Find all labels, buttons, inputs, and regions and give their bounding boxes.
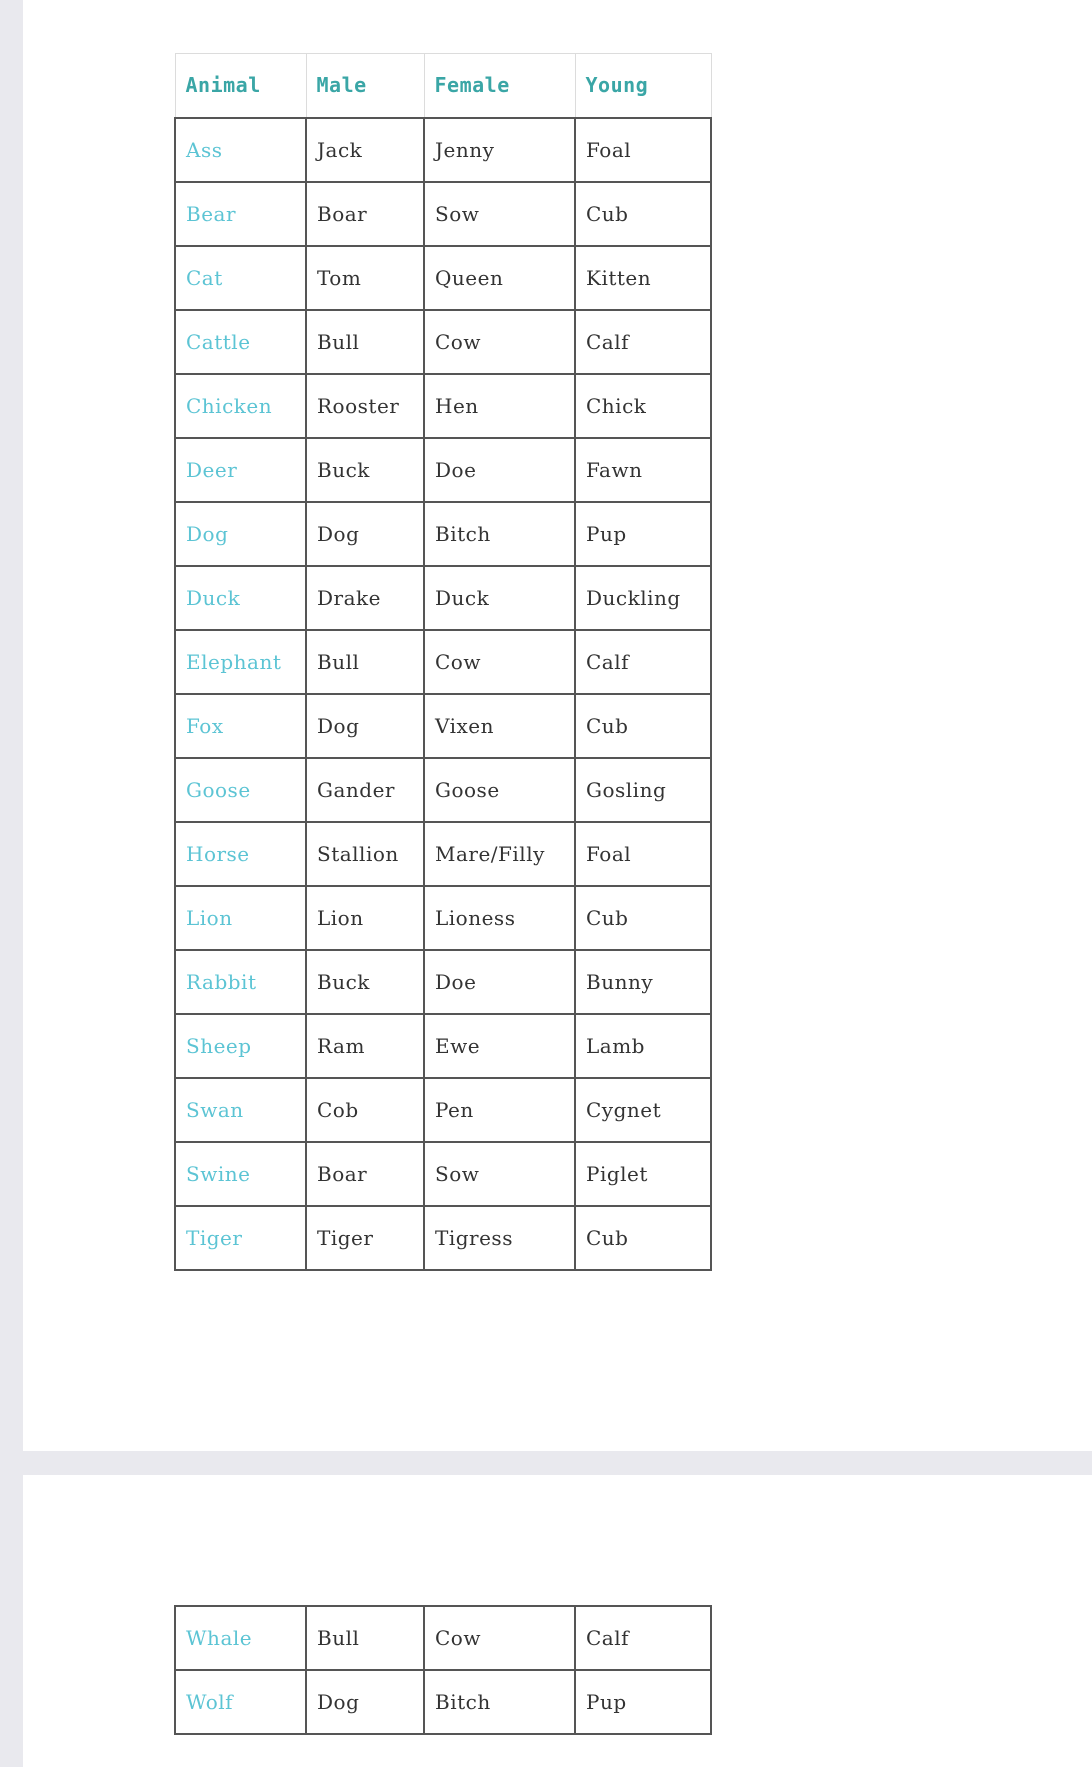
cell-animal: Wolf <box>175 1670 306 1734</box>
cell-young: Kitten <box>575 246 711 310</box>
cell-male: Buck <box>306 438 424 502</box>
table-row <box>175 118 711 182</box>
cell-female: Sow <box>424 1142 575 1206</box>
table-row <box>175 1206 711 1270</box>
cell-female: Bitch <box>424 1670 575 1734</box>
cell-male: Dog <box>306 1670 424 1734</box>
cell-young: Cub <box>575 694 711 758</box>
cell-female: Cow <box>424 310 575 374</box>
cell-animal: Goose <box>175 758 306 822</box>
cell-young: Cub <box>575 886 711 950</box>
table-row <box>175 246 711 310</box>
cell-female: Ewe <box>424 1014 575 1078</box>
table-row <box>175 694 711 758</box>
cell-young: Gosling <box>575 758 711 822</box>
cell-male: Rooster <box>306 374 424 438</box>
cell-male: Tiger <box>306 1206 424 1270</box>
table-body <box>175 118 711 1270</box>
document-page-2 <box>23 1475 1092 1767</box>
table-row <box>175 502 711 566</box>
cell-animal: Horse <box>175 822 306 886</box>
cell-animal: Bear <box>175 182 306 246</box>
cell-female: Tigress <box>424 1206 575 1270</box>
cell-male: Gander <box>306 758 424 822</box>
cell-female: Goose <box>424 758 575 822</box>
cell-young: Calf <box>575 310 711 374</box>
header-male: Male <box>306 54 424 118</box>
cell-male: Bull <box>306 630 424 694</box>
cell-young: Calf <box>575 1606 711 1670</box>
table-row <box>175 886 711 950</box>
table-row <box>175 1014 711 1078</box>
cell-female: Queen <box>424 246 575 310</box>
cell-male: Stallion <box>306 822 424 886</box>
table-row <box>175 758 711 822</box>
header-young: Young <box>575 54 711 118</box>
cell-male: Drake <box>306 566 424 630</box>
table-row <box>175 1142 711 1206</box>
cell-animal: Swine <box>175 1142 306 1206</box>
cell-female: Doe <box>424 438 575 502</box>
cell-young: Duckling <box>575 566 711 630</box>
cell-female: Pen <box>424 1078 575 1142</box>
cell-male: Dog <box>306 502 424 566</box>
cell-female: Cow <box>424 1606 575 1670</box>
header-animal: Animal <box>175 54 306 118</box>
table-header-row <box>175 54 711 118</box>
cell-animal: Ass <box>175 118 306 182</box>
cell-male: Buck <box>306 950 424 1014</box>
cell-animal: Sheep <box>175 1014 306 1078</box>
cell-young: Foal <box>575 822 711 886</box>
cell-animal: Lion <box>175 886 306 950</box>
cell-male: Cob <box>306 1078 424 1142</box>
cell-female: Doe <box>424 950 575 1014</box>
cell-animal: Elephant <box>175 630 306 694</box>
cell-female: Cow <box>424 630 575 694</box>
cell-female: Vixen <box>424 694 575 758</box>
cell-young: Cygnet <box>575 1078 711 1142</box>
cell-male: Tom <box>306 246 424 310</box>
cell-animal: Deer <box>175 438 306 502</box>
cell-male: Boar <box>306 182 424 246</box>
cell-animal: Swan <box>175 1078 306 1142</box>
table-row <box>175 438 711 502</box>
cell-animal: Duck <box>175 566 306 630</box>
cell-male: Bull <box>306 310 424 374</box>
cell-female: Jenny <box>424 118 575 182</box>
cell-young: Foal <box>575 118 711 182</box>
cell-male: Ram <box>306 1014 424 1078</box>
cell-animal: Dog <box>175 502 306 566</box>
table-row <box>175 630 711 694</box>
table-row <box>175 310 711 374</box>
table-row <box>175 566 711 630</box>
cell-male: Dog <box>306 694 424 758</box>
document-page-1 <box>23 0 1092 1451</box>
table-body-continued <box>175 1606 711 1734</box>
cell-male: Jack <box>306 118 424 182</box>
cell-animal: Chicken <box>175 374 306 438</box>
cell-female: Lioness <box>424 886 575 950</box>
cell-young: Cub <box>575 182 711 246</box>
cell-female: Bitch <box>424 502 575 566</box>
cell-animal: Whale <box>175 1606 306 1670</box>
cell-young: Lamb <box>575 1014 711 1078</box>
cell-young: Pup <box>575 502 711 566</box>
table-row <box>175 374 711 438</box>
table-row <box>175 1078 711 1142</box>
cell-male: Bull <box>306 1606 424 1670</box>
cell-young: Piglet <box>575 1142 711 1206</box>
cell-young: Cub <box>575 1206 711 1270</box>
cell-animal: Fox <box>175 694 306 758</box>
cell-animal: Cattle <box>175 310 306 374</box>
cell-animal: Tiger <box>175 1206 306 1270</box>
cell-young: Calf <box>575 630 711 694</box>
animal-names-table <box>174 53 712 1271</box>
cell-female: Duck <box>424 566 575 630</box>
cell-female: Mare/Filly <box>424 822 575 886</box>
cell-young: Bunny <box>575 950 711 1014</box>
header-female: Female <box>424 54 575 118</box>
cell-young: Pup <box>575 1670 711 1734</box>
table-row <box>175 1670 711 1734</box>
table-row <box>175 1606 711 1670</box>
cell-animal: Rabbit <box>175 950 306 1014</box>
table-row <box>175 182 711 246</box>
cell-young: Chick <box>575 374 711 438</box>
cell-animal: Cat <box>175 246 306 310</box>
cell-young: Fawn <box>575 438 711 502</box>
cell-male: Boar <box>306 1142 424 1206</box>
cell-male: Lion <box>306 886 424 950</box>
cell-female: Hen <box>424 374 575 438</box>
animal-names-table-continued <box>174 1605 712 1735</box>
table-row <box>175 822 711 886</box>
cell-female: Sow <box>424 182 575 246</box>
table-row <box>175 950 711 1014</box>
